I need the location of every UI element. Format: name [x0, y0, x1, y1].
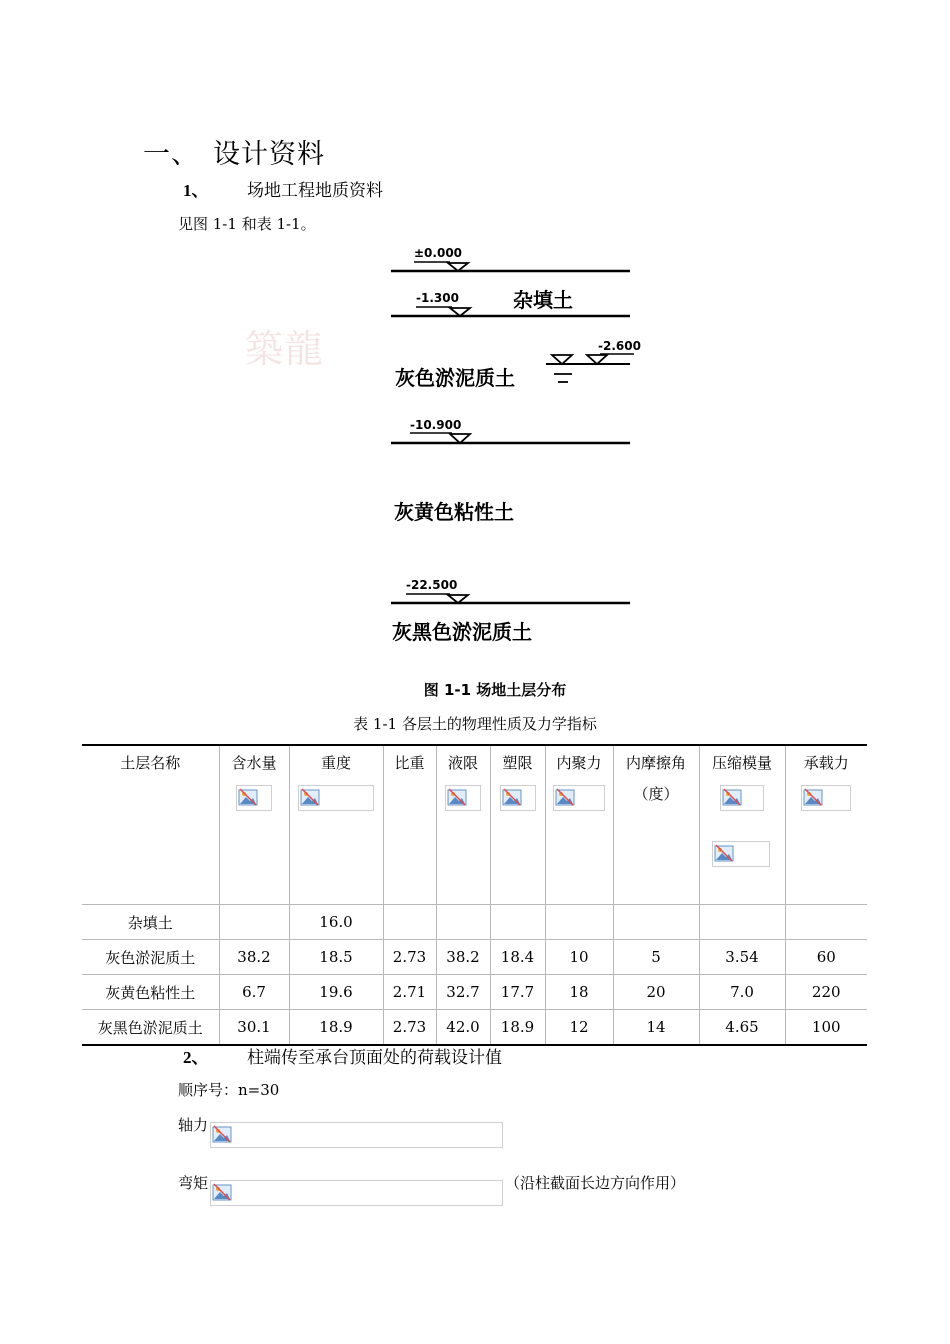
- table-cell: 5: [613, 940, 699, 975]
- table-cell: [545, 905, 613, 940]
- formula-placeholder: [801, 785, 851, 811]
- header-cell: 压缩模量: [699, 745, 785, 905]
- axial-force-formula-placeholder: [210, 1122, 503, 1148]
- moment-label: 弯矩: [178, 1174, 209, 1192]
- table-cell: 6.7: [219, 975, 289, 1010]
- formula-placeholder: [236, 785, 272, 811]
- soil-name: 杂填土: [513, 288, 573, 312]
- table-cell: [785, 905, 867, 940]
- table-cell: 18.9: [490, 1010, 545, 1046]
- header-cell: 内聚力: [545, 745, 613, 905]
- table-cell: [613, 905, 699, 940]
- broken-image-icon: [212, 1124, 232, 1144]
- table-cell: 30.1: [219, 1010, 289, 1046]
- table-cell: [699, 905, 785, 940]
- table-cell: 18.5: [289, 940, 383, 975]
- table-header-row: [82, 745, 867, 905]
- level-label: -1.300: [416, 291, 459, 305]
- header-cell: 比重: [383, 745, 436, 905]
- header-cell: 塑限: [490, 745, 545, 905]
- soil-profile-figure: [388, 240, 648, 660]
- broken-image-icon: [555, 787, 575, 807]
- table-cell: 38.2: [436, 940, 490, 975]
- section-heading: [143, 132, 325, 171]
- figure-caption: 图 1-1 场地土层分布: [423, 681, 567, 699]
- table-cell: 3.54: [699, 940, 785, 975]
- soil-name: 灰黄色粘性土: [394, 500, 514, 524]
- table-cell: 18.9: [289, 1010, 383, 1046]
- table-cell: 20: [613, 975, 699, 1010]
- intro-text: 见图 1-1 和表 1-1。: [178, 215, 316, 233]
- header-cell: 承载力: [785, 745, 867, 905]
- table-cell: 7.0: [699, 975, 785, 1010]
- header-cell: 重度: [289, 745, 383, 905]
- table-row: [82, 905, 867, 940]
- broken-image-icon: [212, 1182, 232, 1202]
- header-cell: 土层名称: [82, 745, 219, 905]
- table-cell: 100: [785, 1010, 867, 1046]
- table-cell: 12: [545, 1010, 613, 1046]
- table-cell: 4.65: [699, 1010, 785, 1046]
- table-cell: 60: [785, 940, 867, 975]
- level-marker-icon: [587, 355, 607, 364]
- soil-name: 灰黑色淤泥质土: [392, 620, 532, 644]
- table-cell: 18: [545, 975, 613, 1010]
- table-cell: 10: [545, 940, 613, 975]
- watermark: 築龍: [245, 327, 326, 371]
- soil-properties-table: [82, 744, 867, 1046]
- broken-image-icon: [803, 787, 823, 807]
- section-title: 设计资料: [213, 139, 325, 170]
- table-cell: 17.7: [490, 975, 545, 1010]
- sequence-number: 顺序号：n=30: [178, 1081, 280, 1099]
- table-row: [82, 1010, 867, 1046]
- table-cell: 灰黑色淤泥质土: [82, 1010, 219, 1046]
- table-caption: 表 1-1 各层土的物理性质及力学指标: [353, 715, 597, 733]
- table-cell: [383, 905, 436, 940]
- table-cell: 220: [785, 975, 867, 1010]
- subsection-number: 2、: [183, 1048, 209, 1067]
- table-row: [82, 975, 867, 1010]
- formula-placeholder: [500, 785, 536, 811]
- level-label: ±0.000: [414, 246, 463, 260]
- subsection-heading-1: [183, 176, 383, 201]
- table-row: [82, 940, 867, 975]
- broken-image-icon: [447, 787, 467, 807]
- broken-image-icon: [714, 843, 734, 863]
- table-cell: 18.4: [490, 940, 545, 975]
- water-level-icon: [552, 355, 572, 364]
- formula-placeholder: [712, 841, 770, 867]
- header-cell: 液限: [436, 745, 490, 905]
- moment-note: （沿柱截面长边方向作用）: [505, 1174, 686, 1192]
- broken-image-icon: [722, 787, 742, 807]
- table-cell: 2.71: [383, 975, 436, 1010]
- broken-image-icon: [238, 787, 258, 807]
- broken-image-icon: [502, 787, 522, 807]
- table-cell: 32.7: [436, 975, 490, 1010]
- table-cell: 19.6: [289, 975, 383, 1010]
- subsection-title: 场地工程地质资料: [247, 181, 383, 201]
- formula-placeholder: [553, 785, 605, 811]
- level-label: -10.900: [410, 418, 462, 432]
- header-cell: 内摩擦角 （度）: [613, 745, 699, 905]
- table-cell: 灰色淤泥质土: [82, 940, 219, 975]
- formula-placeholder: [720, 785, 764, 811]
- formula-placeholder: [298, 785, 374, 811]
- axial-force-label: 轴力: [178, 1116, 209, 1134]
- table-cell: 杂填土: [82, 905, 219, 940]
- subsection-number: 1、: [183, 181, 209, 200]
- section-number: 一、: [143, 139, 199, 170]
- level-marker-icon: [450, 434, 470, 443]
- table-cell: 38.2: [219, 940, 289, 975]
- table-cell: [219, 905, 289, 940]
- table-cell: [490, 905, 545, 940]
- level-label: -22.500: [406, 578, 458, 592]
- table-cell: 16.0: [289, 905, 383, 940]
- soil-name: 灰色淤泥质土: [395, 366, 515, 390]
- formula-placeholder: [445, 785, 481, 811]
- table-cell: 14: [613, 1010, 699, 1046]
- subsection-title: 柱端传至承台顶面处的荷载设计值: [247, 1048, 502, 1068]
- table-cell: 灰黄色粘性土: [82, 975, 219, 1010]
- subsection-heading-2: [183, 1043, 502, 1068]
- table-cell: 42.0: [436, 1010, 490, 1046]
- table-cell: 2.73: [383, 940, 436, 975]
- table-cell: 2.73: [383, 1010, 436, 1046]
- moment-formula-placeholder: [210, 1180, 503, 1206]
- broken-image-icon: [300, 787, 320, 807]
- table-cell: [436, 905, 490, 940]
- level-label: -2.600: [598, 339, 641, 353]
- header-unit: （度）: [633, 785, 679, 803]
- header-cell: 含水量: [219, 745, 289, 905]
